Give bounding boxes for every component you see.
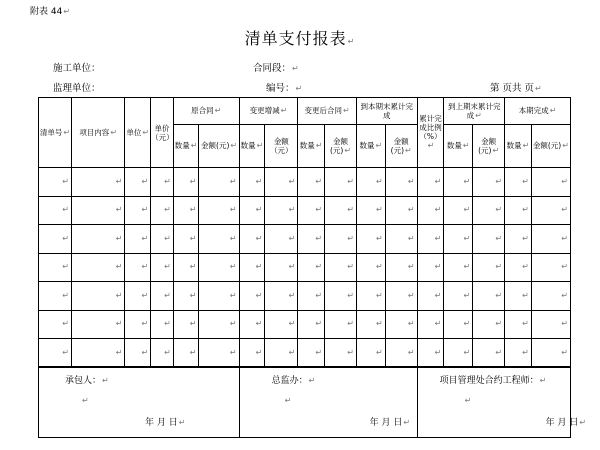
- table-cell[interactable]: ↵: [505, 282, 532, 311]
- table-cell[interactable]: ↵: [151, 310, 174, 339]
- table-cell[interactable]: ↵: [444, 282, 473, 311]
- table-cell[interactable]: ↵: [39, 253, 72, 282]
- table-cell[interactable]: ↵: [505, 339, 532, 368]
- table-cell[interactable]: ↵: [356, 225, 385, 254]
- table-cell[interactable]: ↵: [298, 225, 325, 254]
- table-cell[interactable]: ↵: [265, 310, 298, 339]
- table-cell[interactable]: ↵: [173, 310, 199, 339]
- table-cell[interactable]: ↵: [298, 253, 325, 282]
- table-cell[interactable]: ↵: [151, 339, 174, 368]
- table-cell[interactable]: ↵: [173, 339, 199, 368]
- project-engineer-sign-label: 项目管理处合约工程师：↵: [439, 376, 547, 386]
- contractor-signature-cell: [39, 367, 240, 437]
- table-cell[interactable]: ↵: [531, 339, 570, 368]
- table-cell[interactable]: ↵: [199, 253, 239, 282]
- sub-amount: 金额(元)↵: [325, 125, 357, 168]
- page-title: 清单支付报表↵: [244, 29, 356, 48]
- group-to-period-end: 到本期末累计完成: [356, 98, 417, 125]
- chief-supervisor-signature-cell: [239, 367, 417, 437]
- table-cell[interactable]: ↵: [444, 310, 473, 339]
- table-cell[interactable]: ↵: [239, 168, 265, 197]
- sub-quantity: 数量↵: [173, 125, 199, 168]
- table-header-row-1: [39, 98, 571, 125]
- table-cell[interactable]: ↵: [239, 253, 265, 282]
- group-cumulative: 累计完成比例（%）↵: [417, 98, 444, 168]
- project-engineer-sign-space: ↵: [464, 396, 472, 405]
- sub-amount: 金额(元)↵: [199, 125, 239, 168]
- table-cell[interactable]: ↵: [531, 168, 570, 197]
- table-row: [39, 225, 571, 254]
- table-cell[interactable]: ↵: [71, 339, 125, 368]
- table-cell[interactable]: ↵: [239, 196, 265, 225]
- table-cell[interactable]: ↵: [151, 282, 174, 311]
- table-cell[interactable]: ↵: [473, 196, 505, 225]
- table-cell[interactable]: ↵: [356, 168, 385, 197]
- table-cell[interactable]: ↵: [239, 225, 265, 254]
- contractor-label: 施工单位：: [53, 63, 101, 74]
- payment-table: [38, 97, 587, 438]
- table-cell[interactable]: ↵: [325, 339, 357, 368]
- table-cell[interactable]: ↵: [385, 253, 417, 282]
- table-cell[interactable]: ↵: [265, 225, 298, 254]
- table-cell[interactable]: ↵: [417, 310, 444, 339]
- table-cell[interactable]: ↵: [531, 225, 570, 254]
- table-cell[interactable]: ↵: [444, 196, 473, 225]
- contractor-sign-label: 承包人：↵: [65, 376, 109, 386]
- table-row: [39, 168, 571, 197]
- table-cell[interactable]: ↵: [39, 339, 72, 368]
- col-unit-price: 单价（元）: [151, 98, 174, 168]
- table-row: [39, 282, 571, 311]
- table-cell[interactable]: ↵: [356, 253, 385, 282]
- sub-amount: 金额(元)↵: [473, 125, 505, 168]
- table-cell[interactable]: ↵: [473, 339, 505, 368]
- sub-amount: 金额(元)↵: [531, 125, 570, 168]
- chief-supervisor-date: 年 月 日↵: [369, 418, 411, 428]
- table-cell[interactable]: ↵: [385, 168, 417, 197]
- chief-supervisor-sign-space: ↵: [284, 396, 292, 405]
- table-cell[interactable]: ↵: [473, 310, 505, 339]
- supervisor-label: 监理单位：: [53, 83, 101, 94]
- table-cell[interactable]: ↵: [199, 282, 239, 311]
- table-cell[interactable]: ↵: [473, 282, 505, 311]
- table-cell[interactable]: ↵: [417, 225, 444, 254]
- table-cell[interactable]: ↵: [385, 310, 417, 339]
- table-cell[interactable]: ↵: [298, 339, 325, 368]
- table-cell[interactable]: ↵: [125, 282, 151, 311]
- table-cell[interactable]: ↵: [325, 253, 357, 282]
- table-cell[interactable]: ↵: [125, 310, 151, 339]
- table-cell[interactable]: ↵: [385, 196, 417, 225]
- table-cell[interactable]: ↵: [417, 253, 444, 282]
- table-cell[interactable]: ↵: [151, 196, 174, 225]
- chief-supervisor-sign-label: 总监办：↵: [271, 376, 316, 386]
- group-change: 变更增减↵: [239, 98, 298, 125]
- table-cell[interactable]: ↵: [239, 339, 265, 368]
- table-cell[interactable]: ↵: [325, 196, 357, 225]
- table-cell[interactable]: ↵: [125, 196, 151, 225]
- table-cell[interactable]: ↵: [417, 168, 444, 197]
- table-cell[interactable]: ↵: [473, 168, 505, 197]
- table-cell[interactable]: ↵: [199, 196, 239, 225]
- contractor-date: 年 月 日↵: [145, 418, 186, 428]
- table-cell[interactable]: ↵: [325, 168, 357, 197]
- table-cell[interactable]: ↵: [325, 310, 357, 339]
- col-item-no: 清单号↵: [39, 98, 72, 168]
- table-cell[interactable]: ↵: [199, 310, 239, 339]
- table-cell[interactable]: ↵: [417, 282, 444, 311]
- sub-quantity: 数量↵: [505, 125, 532, 168]
- table-cell[interactable]: ↵: [444, 225, 473, 254]
- table-row: [39, 310, 571, 339]
- table-cell[interactable]: ↵: [473, 253, 505, 282]
- table-cell[interactable]: ↵: [505, 225, 532, 254]
- table-cell[interactable]: ↵: [505, 310, 532, 339]
- table-cell[interactable]: ↵: [444, 339, 473, 368]
- table-cell[interactable]: ↵: [39, 310, 72, 339]
- table-cell[interactable]: ↵: [265, 196, 298, 225]
- table-cell[interactable]: ↵: [505, 168, 532, 197]
- table-cell[interactable]: ↵: [325, 282, 357, 311]
- table-cell[interactable]: ↵: [356, 310, 385, 339]
- sub-amount: 金额(元)↵: [385, 125, 417, 168]
- table-cell[interactable]: ↵: [71, 168, 125, 197]
- table-cell[interactable]: ↵: [385, 339, 417, 368]
- table-cell[interactable]: ↵: [265, 339, 298, 368]
- table-cell[interactable]: ↵: [125, 225, 151, 254]
- table-cell[interactable]: ↵: [173, 168, 199, 197]
- attachment-tag: 附表 44↵: [30, 7, 71, 17]
- contractor-sign-space: ↵: [82, 396, 89, 405]
- table-cell[interactable]: ↵: [265, 282, 298, 311]
- table-cell[interactable]: ↵: [151, 225, 174, 254]
- table-row: [39, 253, 571, 282]
- table-cell[interactable]: ↵: [473, 225, 505, 254]
- number-label: 编号：↵: [266, 83, 303, 94]
- table-cell[interactable]: ↵: [39, 225, 72, 254]
- signature-row: [39, 367, 571, 437]
- table-cell[interactable]: ↵: [125, 339, 151, 368]
- table-cell[interactable]: ↵: [356, 282, 385, 311]
- table-cell[interactable]: ↵: [71, 282, 125, 311]
- page-label: 第 页共 页↵: [490, 83, 542, 94]
- table-cell[interactable]: ↵: [39, 196, 72, 225]
- table-cell[interactable]: ↵: [71, 253, 125, 282]
- table-cell[interactable]: ↵: [199, 339, 239, 368]
- table-cell[interactable]: ↵: [417, 196, 444, 225]
- table-cell[interactable]: ↵: [125, 253, 151, 282]
- table-row: [39, 339, 571, 368]
- project-engineer-date: 年 月 日↵: [545, 418, 587, 428]
- project-engineer-signature-cell: [417, 367, 587, 437]
- table-cell[interactable]: ↵: [385, 282, 417, 311]
- sub-quantity: 数量↵: [239, 125, 265, 168]
- table-cell[interactable]: ↵: [239, 310, 265, 339]
- table-cell[interactable]: ↵: [265, 168, 298, 197]
- table-cell[interactable]: ↵: [444, 168, 473, 197]
- table-cell[interactable]: ↵: [531, 196, 570, 225]
- table-cell[interactable]: ↵: [39, 168, 72, 197]
- table-cell[interactable]: ↵: [151, 168, 174, 197]
- table-cell[interactable]: ↵: [173, 253, 199, 282]
- table-cell[interactable]: ↵: [71, 310, 125, 339]
- table-cell[interactable]: ↵: [505, 196, 532, 225]
- sub-quantity: 数量↵: [298, 125, 325, 168]
- table-cell[interactable]: ↵: [298, 196, 325, 225]
- table-cell[interactable]: ↵: [298, 310, 325, 339]
- group-this-period: 本期完成↵: [505, 98, 571, 125]
- table-cell[interactable]: ↵: [265, 253, 298, 282]
- col-unit: 单位↵: [125, 98, 151, 168]
- table-cell[interactable]: ↵: [531, 310, 570, 339]
- sub-quantity: 数量↵: [356, 125, 385, 168]
- group-to-prev-end: 到上期末累计完成↵: [444, 98, 505, 125]
- group-after-change: 变更后合同↵: [298, 98, 357, 125]
- table-cell[interactable]: ↵: [444, 253, 473, 282]
- sub-quantity: 数量↵: [444, 125, 473, 168]
- table-cell[interactable]: ↵: [356, 339, 385, 368]
- table-cell[interactable]: ↵: [199, 168, 239, 197]
- table-cell[interactable]: ↵: [505, 253, 532, 282]
- group-original: 原合同↵: [173, 98, 239, 125]
- table-cell[interactable]: ↵: [239, 282, 265, 311]
- table-cell[interactable]: ↵: [39, 282, 72, 311]
- table-cell[interactable]: ↵: [199, 225, 239, 254]
- table-cell[interactable]: ↵: [173, 196, 199, 225]
- table-cell[interactable]: ↵: [71, 196, 125, 225]
- table-cell[interactable]: ↵: [531, 282, 570, 311]
- table-cell[interactable]: ↵: [71, 225, 125, 254]
- table-cell[interactable]: ↵: [385, 225, 417, 254]
- table-cell[interactable]: ↵: [356, 196, 385, 225]
- table-cell[interactable]: ↵: [173, 282, 199, 311]
- table-row: [39, 196, 571, 225]
- contract-section-label: 合同段：↵: [253, 63, 299, 74]
- table-cell[interactable]: ↵: [173, 225, 199, 254]
- table-cell[interactable]: ↵: [325, 225, 357, 254]
- table-cell[interactable]: ↵: [125, 168, 151, 197]
- table-cell[interactable]: ↵: [298, 282, 325, 311]
- table-cell[interactable]: ↵: [417, 339, 444, 368]
- col-item-content: 项目内容↵: [71, 98, 125, 168]
- table-cell[interactable]: ↵: [298, 168, 325, 197]
- sub-amount: 金额（元）: [265, 125, 298, 168]
- table-cell[interactable]: ↵: [531, 253, 570, 282]
- table-cell[interactable]: ↵: [151, 253, 174, 282]
